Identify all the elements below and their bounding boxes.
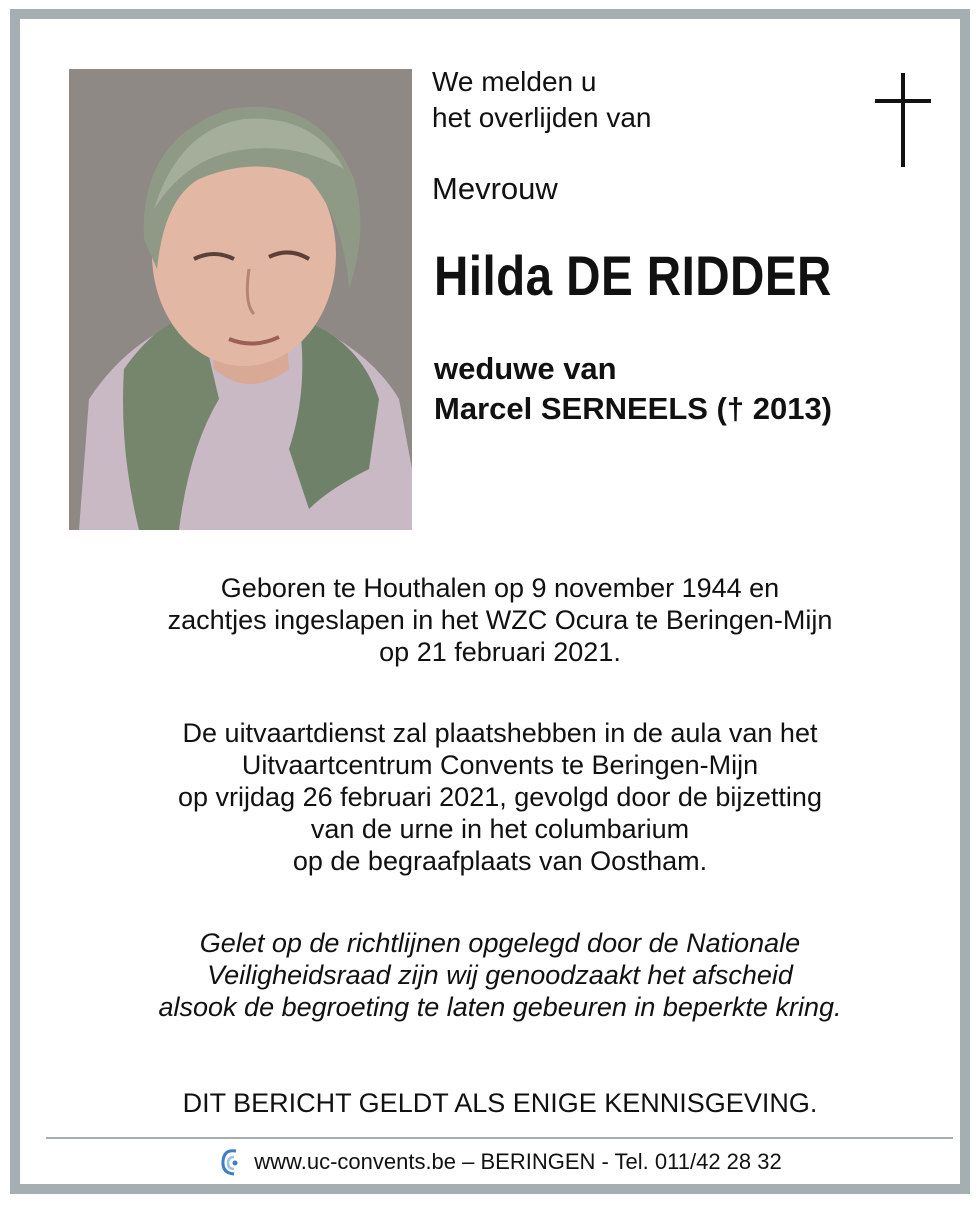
portrait-photo — [69, 69, 412, 530]
cross-icon — [875, 73, 931, 167]
paragraph-line: Veiligheidsraad zijn wij genoodzaakt het afscheid — [207, 960, 793, 990]
spouse-line: weduwe van — [434, 351, 617, 386]
paragraph-line: Gelet op de richtlijnen opgelegd door de Nationale — [199, 928, 801, 958]
spouse-info — [434, 349, 832, 429]
convents-logo-icon — [218, 1147, 242, 1177]
footer — [20, 1144, 980, 1180]
paragraph-line: van de urne in het columbarium — [310, 814, 690, 844]
obituary-card — [10, 9, 970, 1194]
paragraph-line: op de begraafplaats van Oostham. — [292, 846, 708, 876]
paragraph-line: op vrijdag 26 februari 2021, gevolgd door de bijzetting — [178, 782, 822, 812]
service-paragraph — [20, 717, 980, 877]
announcement-intro — [432, 64, 651, 136]
intro-line: We melden u — [432, 66, 597, 97]
paragraph-line: Uitvaartcentrum Convents te Beringen-Mijn — [241, 750, 759, 780]
covid-notice-paragraph — [20, 927, 980, 1023]
salutation: Mevrouw — [432, 171, 558, 206]
paragraph-line: De uitvaartdienst zal plaatshebben in de aula van het — [182, 718, 818, 748]
footer-contact: www.uc-convents.be – BERINGEN - Tel. 011/42 28 32 — [254, 1149, 782, 1174]
birth-death-paragraph — [20, 572, 980, 668]
intro-line: het overlijden van — [432, 102, 652, 133]
closing-statement: DIT BERICHT GELDT ALS ENIGE KENNISGEVING. — [182, 1088, 818, 1118]
paragraph-line: Geboren te Houthalen op 9 november 1944 en — [220, 573, 780, 603]
paragraph-line: zachtjes ingeslapen in het WZC Ocura te Beringen-Mijn — [167, 605, 833, 635]
paragraph-line: alsook de begroeting te laten gebeuren in beperkte kring. — [158, 992, 842, 1022]
footer-divider — [46, 1137, 953, 1139]
paragraph-line: op 21 februari 2021. — [379, 637, 621, 667]
deceased-name: Hilda DE RIDDER — [434, 244, 832, 307]
spouse-line: Marcel SERNEELS († 2013) — [434, 391, 833, 426]
